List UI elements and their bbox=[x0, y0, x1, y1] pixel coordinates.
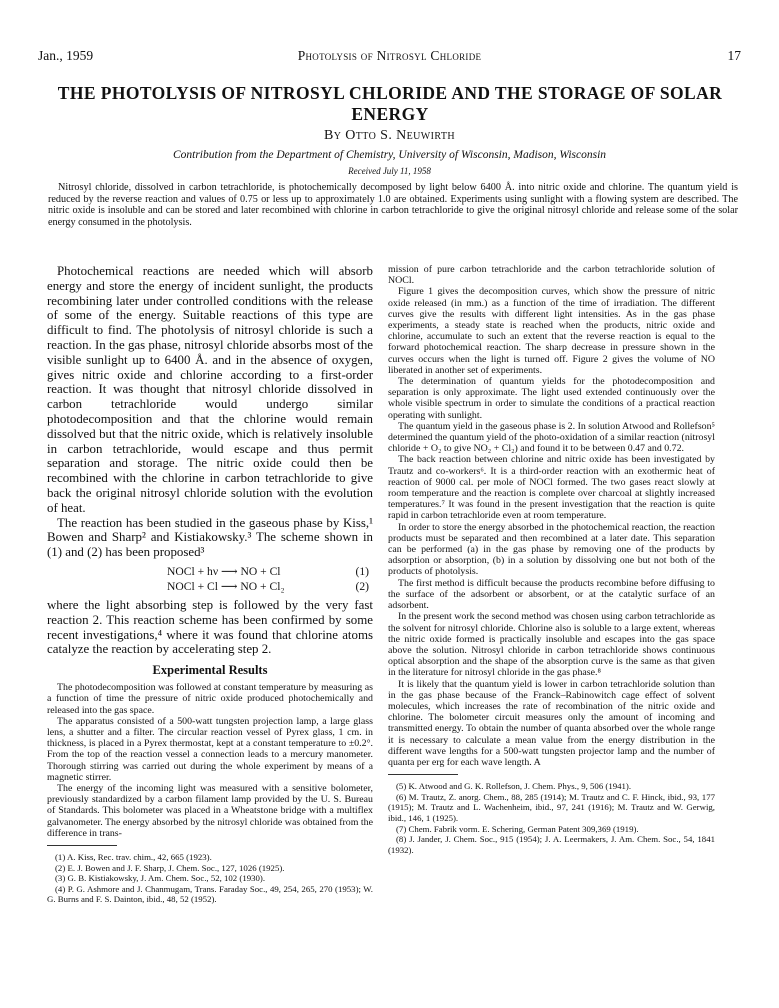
body-paragraph: The back reaction between chlorine and nitric oxide has been investigated by Trautz and co-workers⁶. It is a third-order reaction with an exothermic heat of reaction of 9000 cal. per mole of NOCl formed. The two gases react slowly at room temperature and the reaction is complete over charcoal at slightly increased temperatures.⁷ It was found in the present investigation that the reaction is quite rapid in carbon tetrachloride even at room temperature. bbox=[388, 454, 715, 522]
footnote-divider bbox=[388, 774, 458, 775]
intro-paragraph: The reaction has been studied in the gaseous phase by Kiss,¹ Bowen and Sharp² and Kistiakowsky.³ The scheme shown in (1) and (2) has been proposed³ bbox=[47, 515, 373, 560]
affiliation: Contribution from the Department of Chemistry, University of Wisconsin, Madison, Wisconsin bbox=[172, 149, 607, 161]
equation-expression: NOCl + Cl ⟶ NO + Cl₂ bbox=[167, 579, 285, 593]
received-date: Received July 11, 1958 bbox=[348, 166, 431, 176]
author-line: By Otto S. Neuwirth bbox=[324, 128, 455, 143]
equation-1 bbox=[47, 564, 373, 579]
footnote: (3) G. B. Kistiakowsky, J. Am. Chem. Soc., 52, 102 (1930). bbox=[55, 873, 266, 884]
body-paragraph: The first method is difficult because the products recombine before diffusing to the surface of the adsorbent or absorbent, or at the catalytic surface of an adsorbent. bbox=[388, 577, 715, 612]
footnotes-right bbox=[388, 781, 715, 855]
body-paragraph: The apparatus consisted of a 500-watt tungsten projection lamp, a large glass lens, a shutter and a filter. The circular reaction vessel of Pyrex glass, 1 cm. in thickness, is placed in a Pyrex thermostat, kept at a constant temperature to ±0.2°. From the top of the reaction vessel a connection leads to a mercury manometer. Thorough stirring was carried out during the whole experiment by means of a magnetic stirrer. bbox=[47, 715, 373, 783]
footnote: (8) J. Jander, J. Chem. Soc., 915 (1954); J. A. Leermakers, J. Am. Chem. Soc., 54, 1841 (1932). bbox=[388, 834, 715, 855]
header-running-title: Photolysis of Nitrosyl Chloride bbox=[297, 48, 482, 63]
body-paragraph: The quantum yield in the gaseous phase is 2. In solution Atwood and Rollefson⁵ determined the quantum yield of the photo-oxidation of a similar reaction (nitrosyl chloride + O₂ to give NO₂ + Cl₂) and found it to be between 0.47 and 0.72. bbox=[388, 420, 715, 455]
footnote: (2) E. J. Bowen and J. F. Sharp, J. Chem. Soc., 127, 1026 (1925). bbox=[55, 862, 285, 873]
body-paragraph: The photodecomposition was followed at constant temperature by measuring as a function of time the pressure of nitric oxide produced photochemically and released into the gas space. bbox=[47, 682, 373, 716]
footnote-divider bbox=[47, 845, 117, 846]
body-paragraph: Figure 1 gives the decomposition curves, which show the pressure of nitric oxide released (in mm.) as a function of the time of irradiation. The different curves give the results with different light intensities. As in the gas phase experiments, a steady state is reached when the products, nitric oxide and chlorine, accumulate to such an extent that the reverse reaction is equal to the forward photochemical reaction. The sharp decrease in pressure shown in the curves occurs when the light is turned off. Figure 2 gives the volume of NO liberated in another set of experiments. bbox=[388, 286, 715, 376]
footnote: (1) A. Kiss, Rec. trav. chim., 42, 665 (1923). bbox=[55, 851, 212, 862]
equation-2 bbox=[47, 579, 373, 594]
page-number: 17 bbox=[727, 48, 741, 63]
right-text bbox=[388, 264, 715, 768]
section-text bbox=[47, 682, 373, 839]
body-paragraph: In the present work the second method was chosen using carbon tetrachloride as the solvent for nitrosyl chloride. Chlorine also is soluble to a large extent, whereas the nitric oxide formed is practically insoluble and escapes into the gas space above the solution. Nitrosyl chloride in carbon tetrachloride shows continuous optical absorption and the shape of the absorption curve is the same as that given in the literature for nitrosyl chloride in the gas phase.⁸ bbox=[388, 611, 715, 679]
section-heading: Experimental Results bbox=[152, 663, 268, 678]
footnote: (5) K. Atwood and G. K. Rollefson, J. Chem. Phys., 9, 506 (1941). bbox=[396, 781, 632, 792]
body-paragraph: The energy of the incoming light was measured with a sensitive bolometer, previously standardized by a carbon filament lamp provided by the U. S. Bureau of Standards. This bolometer was placed in a Wheatstone bridge with a multiflex galvanometer. The energy absorbed by the nitrosyl chloride was obtained from the difference in trans- bbox=[47, 782, 373, 839]
article-title: THE PHOTOLYSIS OF NITROSYL CHLORIDE AND THE STORAGE OF SOLAR ENERGY bbox=[57, 83, 723, 124]
right-column bbox=[388, 264, 715, 855]
left-column bbox=[47, 264, 373, 905]
equation-expression: NOCl + hν ⟶ NO + Cl bbox=[167, 564, 281, 578]
footnote: (4) P. G. Ashmore and J. Chanmugam, Trans. Faraday Soc., 49, 254, 265, 270 (1953); W. G. Burns and F. S. Dainton, ibid., 48, 52 (1952). bbox=[47, 883, 373, 905]
body-paragraph: In order to store the energy absorbed in the photochemical reaction, the reaction products must be separated and then recombined at a later date. This separation can be performed (a) in the gas phase by removing one of the products by adsorption or absorption, (b) in a solution by dissolving one but not both of the products of photolysis. bbox=[388, 521, 715, 578]
abstract: Nitrosyl chloride, dissolved in carbon tetrachloride, is photochemically decomposed by light below 6400 Å. into nitric oxide and chlorine. The quantum yield is reduced by the reverse reaction and values of 0.75 or less up to approximately 1.0 are obtained. Experiments using sunlight with a flowing system are described. The nitric oxide is insoluble and can be stored and later recombined with chlorine in carbon tetrachloride to give the original nitrosyl chloride and release some of the solar energy consumed in the photolysis. bbox=[48, 182, 738, 228]
running-header bbox=[38, 48, 741, 70]
footnotes-left bbox=[47, 852, 373, 905]
footnote: (6) M. Trautz, Z. anorg. Chem., 88, 285 (1914); M. Trautz and C. F. Hinck, ibid., 93, 177 (1915); M. Trautz and L. Wachenheim, ibid., 97, 241 (1916); M. Trautz and W. Gerwig, ibid., 146, 1 (1925). bbox=[388, 791, 715, 823]
footnote: (7) Chem. Fabrik vorm. E. Schering, German Patent 309,369 (1919). bbox=[396, 823, 639, 834]
body-paragraph: mission of pure carbon tetrachloride and the carbon tetrachloride solution of NOCl. bbox=[388, 264, 715, 287]
body-paragraph: It is likely that the quantum yield is lower in carbon tetrachloride solution than in the gas phase because of the Franck–Rabinowitch cage effect of solvent molecules, which increases the rate of recombination of the nitric oxide and chlorine. The bolometer circuit measures only the amount of incoming and transmitted energy. To obtain the number of quanta absorbed over the whole range it is necessary to calculate a mean value from the energy distribution in the different wave lengths for a 500-watt tungsten projector lamp and the number of quanta per erg for each wave length. A bbox=[388, 678, 715, 768]
equation-block bbox=[47, 564, 373, 594]
body-paragraph: The determination of quantum yields for the photodecomposition and separation is only approximate. The light used extended continuously over the whole visible spectrum in order to simulate the conditions of a practical reaction operating with sunlight. bbox=[388, 376, 715, 421]
header-date: Jan., 1959 bbox=[38, 48, 94, 63]
equation-number: (1) bbox=[355, 564, 369, 578]
intro-text bbox=[47, 264, 373, 657]
body-paragraph: where the light absorbing step is followed by the very fast reaction 2. This reaction scheme has been confirmed by some recent investigations,⁴ where it was found that chlorine atoms catalyze the reaction by accelerating step 2. bbox=[47, 597, 373, 657]
equation-number: (2) bbox=[355, 579, 369, 593]
intro-paragraph: Photochemical reactions are needed which will absorb energy and store the energy of incident sunlight, the products recombining later under controlled conditions with the release of some of the energy. Suitable reactions of this type are difficult to find. The photolysis of nitrosyl chloride is such a reaction. In the gas phase, nitrosyl chloride absorbs most of the visible sunlight up to 6400 Å. and in the absence of oxygen, gives nitric oxide and chlorine according to a first-order reaction. It was thought that nitrosyl chloride dissolved in carbon tetrachloride would undergo similar photodecomposition and that the chlorine would remain dissolved but that the nitric oxide, which is relatively insoluble in carbon tetrachloride, would escape and thus permit separation and storage. The nitric oxide could then be recombined with the chlorine in carbon tetrachloride to give back the original nitrosyl chloride solution with the evolution of heat. bbox=[47, 264, 373, 515]
